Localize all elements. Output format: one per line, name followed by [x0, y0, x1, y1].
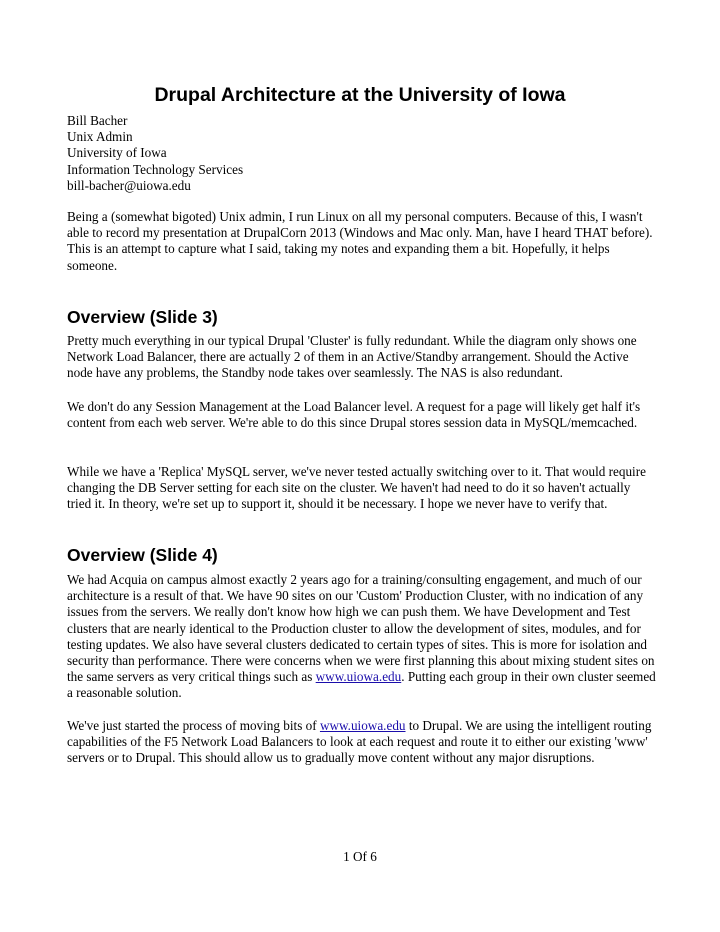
- author-role: Unix Admin: [67, 129, 133, 145]
- section1-paragraph-3: While we have a 'Replica' MySQL server, we've never tested actually switching over to it. That would require changing the DB Server setting for each site on the cluster. We haven't had need to do it so haven't actually tried it. In theory, we're set up to support it, should it be necessary. I hope we never have to verify that.: [67, 464, 646, 512]
- document-title: Drupal Architecture at the University of Iowa: [154, 84, 566, 106]
- author-email: bill-bacher@uiowa.edu: [67, 177, 191, 193]
- section2-p2-text: We've just started the process of moving bits of: [67, 718, 320, 733]
- section2-paragraph-1: [67, 572, 657, 702]
- author-org: University of Iowa: [67, 145, 167, 161]
- section1-paragraph-2: We don't do any Session Management at the Load Balancer level. A request for a page will likely get half it's content from each web server. We're able to do this since Drupal stores session data in MySQL/memcached.: [67, 399, 641, 431]
- uiowa-link[interactable]: www.uiowa.edu: [315, 669, 402, 685]
- intro-paragraph: Being a (somewhat bigoted) Unix admin, I run Linux on all my personal computers. Because of this, I wasn't able to record my presentation at DrupalCorn 2013 (Windows and Mac only. Man, have I heard THAT before). This is an attempt to capture what I said, taking my notes and expanding them a bit. Hopefully, it helps someone.: [67, 209, 653, 273]
- section1-paragraph-1: Pretty much everything in our typical Drupal 'Cluster' is fully redundant. While the diagram only shows one Network Load Balancer, there are actually 2 of them in an Active/Standby arrangement. Should the Active node have any problems, the Standby node takes over seamlessly. The NAS is also redundant.: [67, 333, 637, 381]
- section2-paragraph-2: [67, 718, 657, 767]
- section2-p1-text-end: . Putting each group in their own cluster seemed a reasonable solution.: [67, 669, 656, 701]
- author-block: [67, 113, 243, 194]
- section2-p2-text-end: to Drupal. We are using the intelligent routing capabilities of the F5 Network Load Balancers to look at each request and route it to either our existing 'www' servers or to Drupal. This should allow us to gradually move content without any major disruptions.: [67, 718, 652, 766]
- uiowa-link[interactable]: www.uiowa.edu: [319, 718, 406, 733]
- section-heading-slide-4: Overview (Slide 4): [67, 545, 218, 565]
- section-heading-slide-3: Overview (Slide 3): [67, 307, 218, 327]
- page-number: 1 Of 6: [343, 849, 377, 864]
- section2-p1-text: We had Acquia on campus almost exactly 2 years ago for a training/consulting engagement, and much of our architecture is a result of that. We have 90 sites on our 'Custom' Production Cluster, with no indication of any issues from the servers. We really don't know how high we can push them. We have Development and Test clusters that are nearly identical to the Production cluster to allow the development of sites, modules, and for testing updates. We also have several clusters dedicated to certain types of sites. This is more for isolation and security than performance. There were concerns when we were first planning this about mixing student sites on the same servers as very critical things such as: [67, 572, 655, 685]
- author-name: Bill Bacher: [67, 113, 128, 128]
- author-dept: Information Technology Services: [67, 161, 244, 177]
